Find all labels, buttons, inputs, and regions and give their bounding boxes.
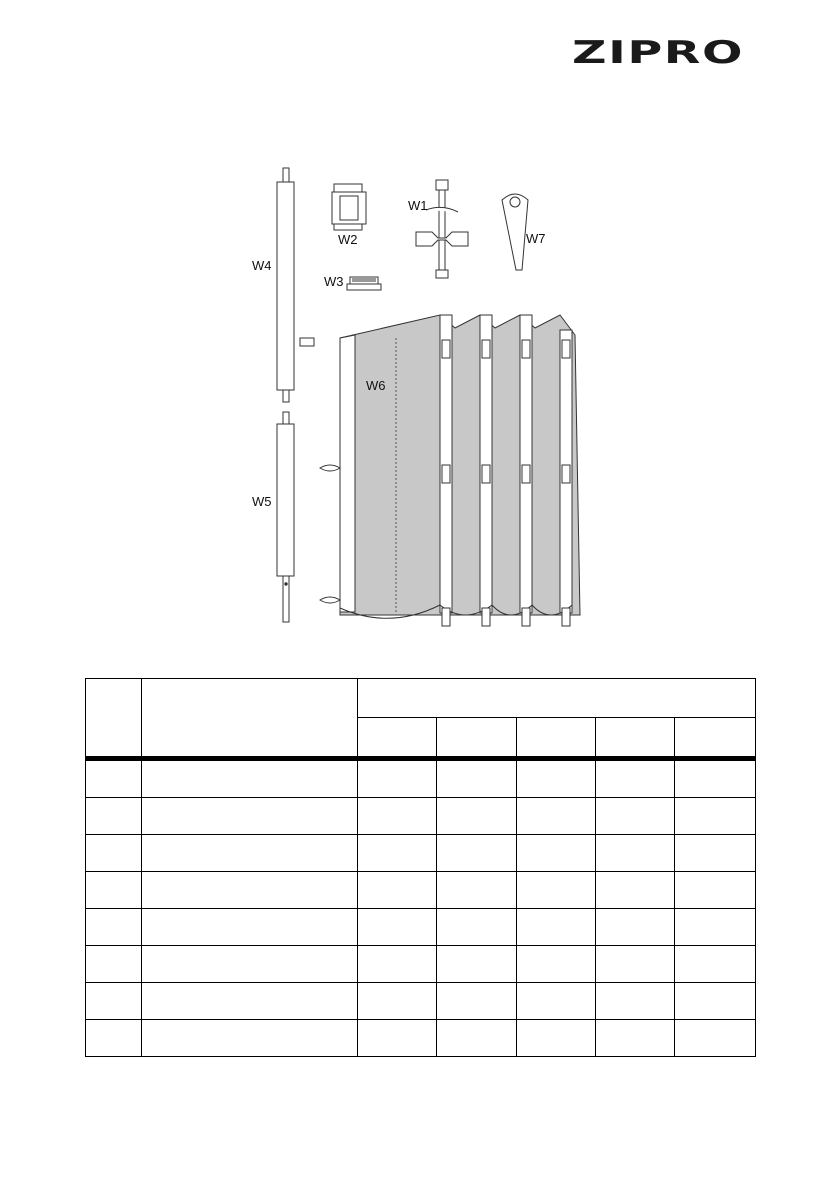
table-cell bbox=[437, 946, 517, 983]
table-cell bbox=[358, 983, 437, 1020]
table-cell bbox=[675, 798, 756, 835]
header-sub-cell bbox=[517, 718, 596, 759]
header-name-cell bbox=[142, 679, 358, 759]
table-cell bbox=[437, 1020, 517, 1057]
header-sub-cell bbox=[437, 718, 517, 759]
table-cell bbox=[596, 1020, 675, 1057]
w7-wrench bbox=[502, 194, 528, 270]
header-group-cell bbox=[358, 679, 756, 718]
table-cell bbox=[517, 759, 596, 798]
table-cell bbox=[142, 1020, 358, 1057]
label-w1: W1 bbox=[408, 198, 428, 213]
table-cell bbox=[86, 983, 142, 1020]
w5-pole bbox=[277, 412, 294, 622]
table-cell bbox=[142, 798, 358, 835]
table-cell bbox=[596, 946, 675, 983]
label-w6: W6 bbox=[366, 378, 386, 393]
w3-cap bbox=[347, 277, 381, 290]
table-cell bbox=[596, 835, 675, 872]
table-cell bbox=[517, 798, 596, 835]
w6-net bbox=[300, 315, 580, 626]
w4-pole bbox=[277, 168, 294, 402]
table-cell bbox=[517, 1020, 596, 1057]
table-cell bbox=[596, 872, 675, 909]
table-cell bbox=[675, 835, 756, 872]
table-row bbox=[86, 759, 756, 798]
table-cell bbox=[358, 759, 437, 798]
table-cell bbox=[517, 909, 596, 946]
label-w2: W2 bbox=[338, 232, 358, 247]
table-cell bbox=[437, 798, 517, 835]
w2-clamp bbox=[332, 184, 366, 230]
header-sub-cell bbox=[596, 718, 675, 759]
table-row bbox=[86, 909, 756, 946]
table-row bbox=[86, 1020, 756, 1057]
table-cell bbox=[86, 909, 142, 946]
table-cell bbox=[675, 872, 756, 909]
table-cell bbox=[142, 946, 358, 983]
label-w7: W7 bbox=[526, 231, 546, 246]
table-cell bbox=[596, 909, 675, 946]
table-cell bbox=[517, 872, 596, 909]
zipro-logo bbox=[572, 36, 744, 66]
table-cell bbox=[437, 835, 517, 872]
table-cell bbox=[437, 872, 517, 909]
table-cell bbox=[142, 872, 358, 909]
table-cell bbox=[86, 835, 142, 872]
table-cell bbox=[86, 759, 142, 798]
label-w4: W4 bbox=[252, 258, 272, 273]
table-cell bbox=[517, 983, 596, 1020]
table-cell bbox=[358, 835, 437, 872]
table-cell bbox=[86, 946, 142, 983]
svg-text:ZIPRO: ZIPRO bbox=[572, 36, 744, 66]
header-sub-cell bbox=[675, 718, 756, 759]
table-cell bbox=[86, 872, 142, 909]
label-w5: W5 bbox=[252, 494, 272, 509]
table-cell bbox=[142, 983, 358, 1020]
table-cell bbox=[596, 798, 675, 835]
table-cell bbox=[675, 1020, 756, 1057]
header-number-cell bbox=[86, 679, 142, 759]
table-row bbox=[86, 835, 756, 872]
table-cell bbox=[437, 909, 517, 946]
header-sub-cell bbox=[358, 718, 437, 759]
table-cell bbox=[142, 835, 358, 872]
table-cell bbox=[86, 798, 142, 835]
table-cell bbox=[675, 946, 756, 983]
table-cell bbox=[358, 1020, 437, 1057]
table-cell bbox=[437, 759, 517, 798]
table-cell bbox=[517, 946, 596, 983]
table-cell bbox=[142, 759, 358, 798]
table-row bbox=[86, 983, 756, 1020]
parts-illustration bbox=[240, 160, 600, 640]
table-cell bbox=[675, 759, 756, 798]
table-row bbox=[86, 872, 756, 909]
w1-bolt bbox=[416, 180, 468, 278]
table-row bbox=[86, 798, 756, 835]
table-cell bbox=[517, 835, 596, 872]
table-cell bbox=[86, 1020, 142, 1057]
parts-table bbox=[85, 678, 756, 1057]
table-cell bbox=[358, 946, 437, 983]
table-cell bbox=[358, 909, 437, 946]
label-w3: W3 bbox=[324, 274, 344, 289]
table-cell bbox=[675, 983, 756, 1020]
table-cell bbox=[358, 872, 437, 909]
table-cell bbox=[358, 798, 437, 835]
table-row bbox=[86, 946, 756, 983]
table-cell bbox=[437, 983, 517, 1020]
table-cell bbox=[596, 983, 675, 1020]
table-cell bbox=[142, 909, 358, 946]
table-cell bbox=[596, 759, 675, 798]
table-cell bbox=[675, 909, 756, 946]
